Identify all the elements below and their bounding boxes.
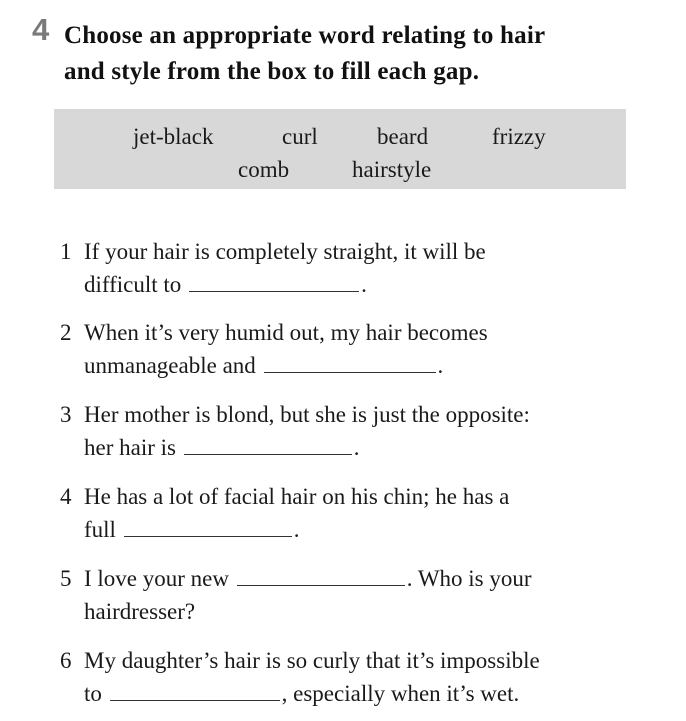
answer-blank[interactable] (124, 516, 292, 537)
exercise-item-6 (60, 644, 660, 710)
item-text: . (437, 353, 444, 378)
item-text: When it’s very humid out, my hair becomes (84, 320, 488, 345)
item-line (60, 349, 660, 382)
item-number: 2 (60, 320, 72, 345)
instruction-line-2: and style from the box to fill each gap. (64, 58, 480, 85)
item-text: , especially when it’s wet. (281, 681, 520, 706)
item-text: to (84, 681, 102, 706)
answer-blank[interactable] (189, 271, 359, 292)
instruction-line-1: Choose an appropriate word relating to hair (64, 22, 546, 49)
item-text: I love your new (84, 566, 229, 591)
item-text: Her mother is blond, but she is just the opposite: (84, 402, 530, 427)
item-text: He has a lot of facial hair on his chin; he has a (84, 484, 510, 509)
word-box-word: curl (282, 124, 318, 149)
item-text: My daughter’s hair is so curly that it’s impossible (84, 648, 540, 673)
item-number: 5 (60, 566, 72, 591)
exercise-item-5 (60, 562, 660, 628)
word-box-word: hairstyle (352, 157, 432, 182)
word-box (54, 109, 626, 189)
item-line (60, 235, 660, 268)
item-text: . (353, 435, 360, 460)
item-number: 4 (60, 484, 72, 509)
item-text: unmanageable and (84, 353, 256, 378)
item-line (60, 480, 660, 513)
item-text: full (84, 517, 116, 542)
item-line (60, 677, 660, 710)
item-line (60, 595, 660, 628)
item-line (60, 398, 660, 431)
word-box-word: jet-black (133, 124, 214, 149)
exercise-item-1 (60, 235, 660, 301)
item-text: difficult to (84, 272, 182, 297)
word-box-word: beard (377, 124, 429, 149)
exercise-number: 4 (32, 12, 50, 47)
exercise-instruction (64, 18, 624, 90)
item-number: 1 (60, 239, 72, 264)
item-text: hairdresser? (84, 599, 196, 624)
exercise-item-3 (60, 398, 660, 464)
item-number: 3 (60, 402, 72, 427)
item-text: her hair is (84, 435, 176, 460)
item-line (60, 316, 660, 349)
word-box-word: comb (238, 157, 290, 182)
answer-blank[interactable] (237, 565, 405, 586)
item-text: . (293, 517, 300, 542)
answer-blank[interactable] (184, 434, 352, 455)
word-box-word: frizzy (492, 124, 546, 149)
item-text: . (361, 272, 367, 297)
item-line (60, 644, 660, 677)
item-text: . Who is your (406, 566, 532, 591)
answer-blank[interactable] (110, 680, 280, 701)
exercise-item-4 (60, 480, 660, 546)
item-text: If your hair is completely straight, it will be (84, 239, 486, 264)
item-line (60, 268, 660, 301)
answer-blank[interactable] (264, 352, 436, 373)
item-line (60, 562, 660, 595)
item-line (60, 431, 660, 464)
exercise-item-2 (60, 316, 660, 382)
item-line (60, 513, 660, 546)
item-number: 6 (60, 648, 72, 673)
